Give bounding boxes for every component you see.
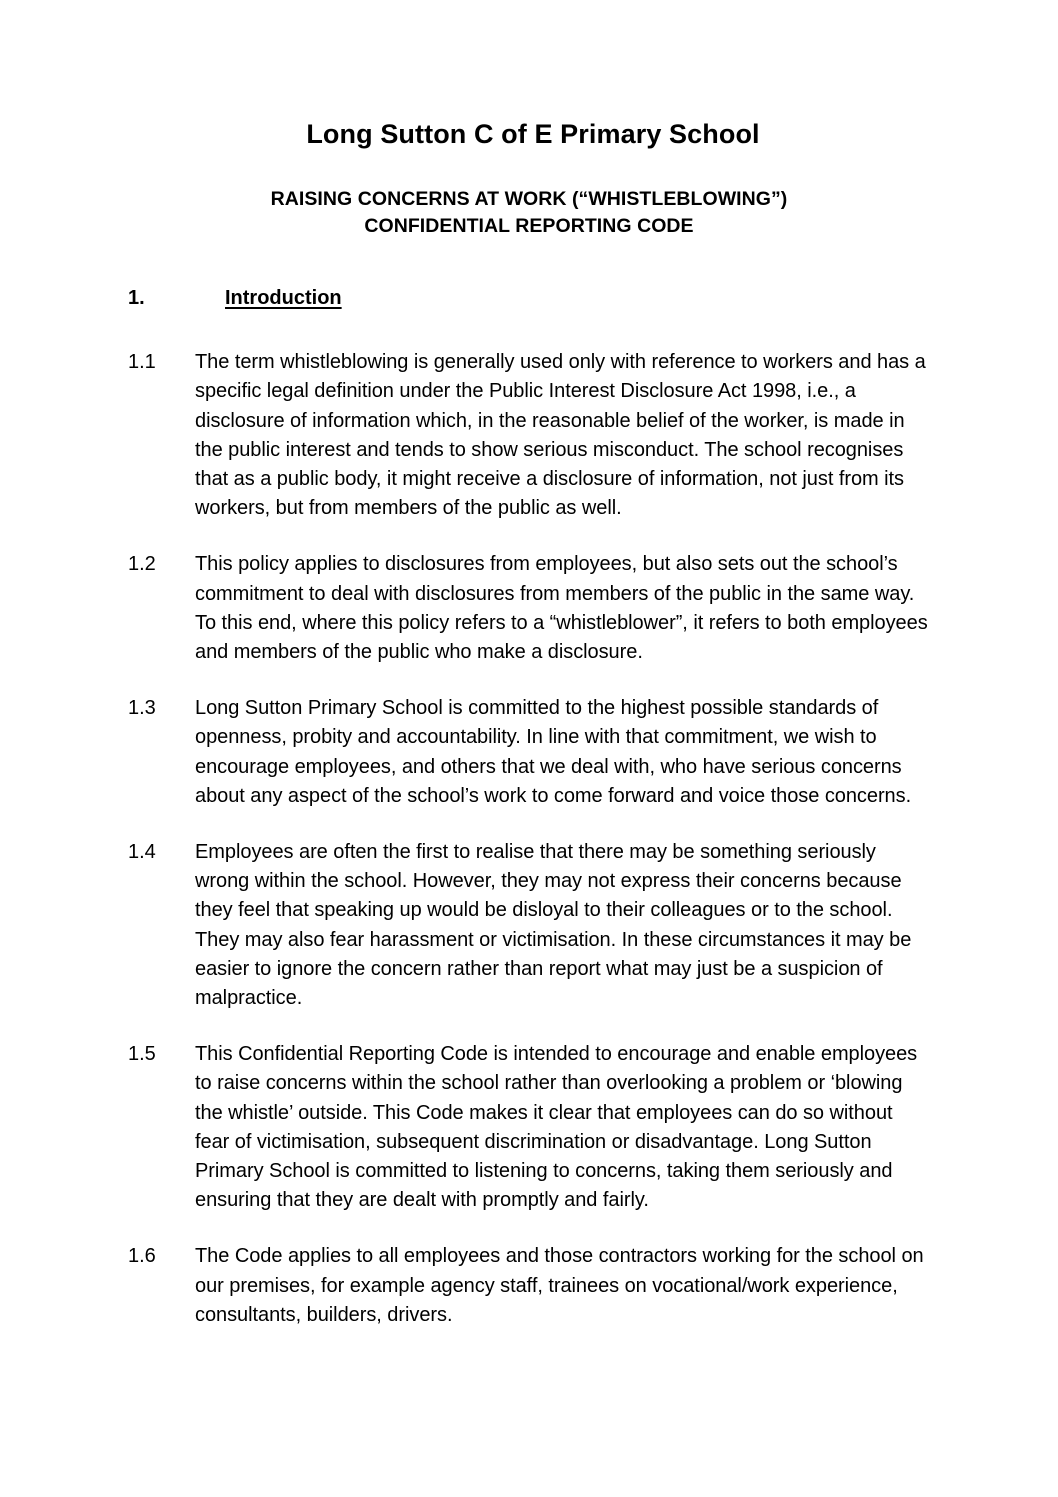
clause-1-1 bbox=[128, 348, 930, 523]
document-body bbox=[128, 118, 930, 1357]
clause-1-3 bbox=[128, 694, 930, 811]
clause-1-4 bbox=[128, 838, 930, 1013]
clause-text: The term whistleblowing is generally used only with reference to workers and has a specific legal definition under the Public Interest Disclosure Act 1998, i.e., a disclosure of information which, in the reasonable belief of the worker, is made in the public interest and tends to show serious misconduct. The school recognises that as a public body, it might receive a disclosure of information, not just from its workers, but from members of the public as well. bbox=[195, 351, 926, 520]
clause-text: Employees are often the first to realise that there may be something seriously wrong within the school. However, they may not express their concerns because they feel that speaking up would be disloyal to their colleagues or to the school. They may also fear harassment or victimisation. In these circumstances it may be easier to ignore the concern rather than report what may just be a suspicion of malpractice. bbox=[195, 840, 912, 1009]
clause-number: 1.1 bbox=[128, 351, 156, 374]
clause-text: This policy applies to disclosures from employees, but also sets out the school’s commitment to deal with disclosures from members of the public in the same way. To this end, where this policy refers to a “whistleblower”, it refers to both employees and members of the public who make a disclosure. bbox=[195, 553, 928, 663]
document-subtitle bbox=[128, 186, 930, 241]
clause-number: 1.3 bbox=[128, 697, 156, 720]
clause-number: 1.2 bbox=[128, 553, 156, 576]
clause-1-2 bbox=[128, 550, 930, 667]
page-title: Long Sutton C of E Primary School bbox=[306, 119, 760, 149]
clause-1-6 bbox=[128, 1242, 930, 1330]
clause-number: 1.4 bbox=[128, 840, 156, 863]
subtitle-line-2: CONFIDENTIAL REPORTING CODE bbox=[364, 215, 694, 238]
clause-number: 1.5 bbox=[128, 1043, 156, 1066]
section-title: Introduction bbox=[225, 287, 342, 310]
clause-text: Long Sutton Primary School is committed to the highest possible standards of openness, probity and accountability. In line with that commitment, we wish to encourage employees, and others that we deal with, who have serious concerns about any aspect of the school’s work to come forward and voice those concerns. bbox=[195, 697, 912, 807]
subtitle-line-1: RAISING CONCERNS AT WORK (“WHISTLEBLOWING”) bbox=[270, 187, 788, 210]
section-heading-introduction bbox=[128, 287, 930, 310]
clause-number: 1.6 bbox=[128, 1245, 156, 1268]
section-number: 1. bbox=[128, 287, 145, 310]
clause-1-5 bbox=[128, 1040, 930, 1215]
clause-text: This Confidential Reporting Code is intended to encourage and enable employees to raise concerns within the school rather than overlooking a problem or ‘blowing the whistle’ outside. This Code makes it clear that employees can do so without fear of victimisation, subsequent discrimination or disadvantage. Long Sutton Primary School is committed to listening to concerns, taking them seriously and ensuring that they are dealt with promptly and fairly. bbox=[195, 1043, 918, 1212]
clause-text: The Code applies to all employees and those contractors working for the school on our premises, for example agency staff, trainees on vocational/work experience, consultants, builders, drivers. bbox=[195, 1245, 924, 1326]
